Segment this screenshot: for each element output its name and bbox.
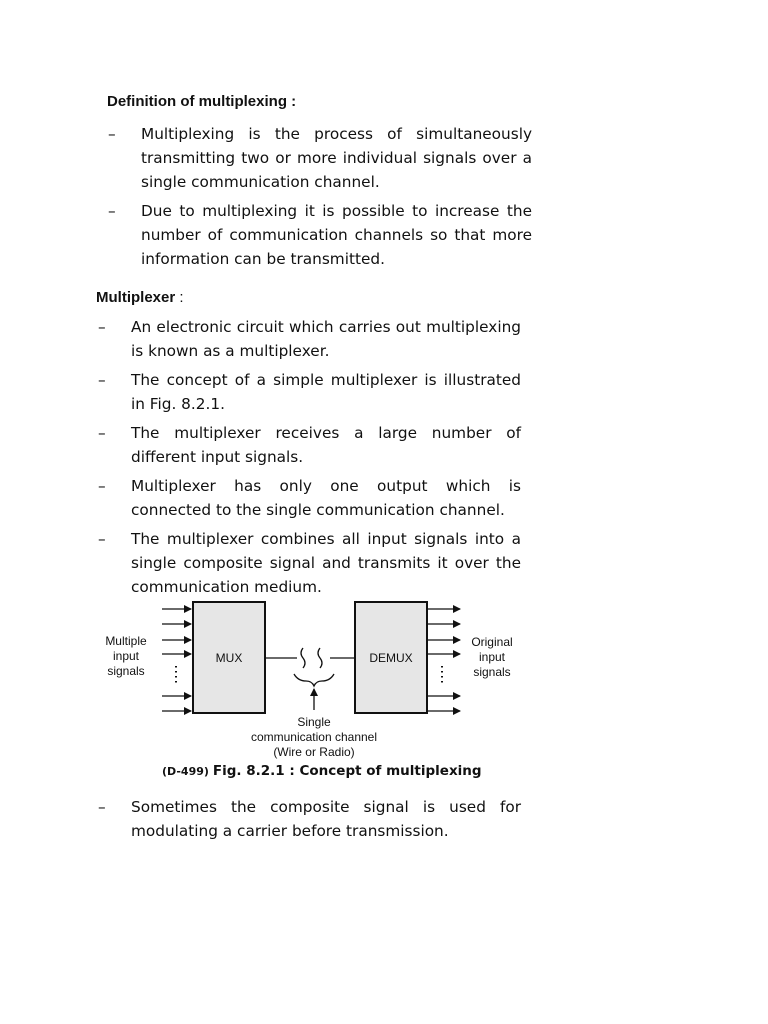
list-item-text: Multiplexer has only one output which is connected to the single communication channel. bbox=[131, 477, 521, 519]
figure-caption bbox=[162, 763, 482, 779]
channel-label-line: communication channel bbox=[250, 730, 378, 744]
multiplexing-diagram-svg bbox=[98, 600, 528, 760]
dash-bullet: – bbox=[98, 371, 106, 389]
left-label-line: Multiple bbox=[105, 634, 147, 648]
demux-label: DEMUX bbox=[369, 651, 413, 665]
list-item-text: An electronic circuit which carries out multiplexing is known as a multiplexer. bbox=[131, 318, 521, 360]
output-arrows bbox=[427, 609, 460, 711]
list-item bbox=[108, 122, 532, 194]
multiplexer-heading bbox=[96, 289, 184, 306]
mux-label: MUX bbox=[215, 651, 243, 665]
list-item bbox=[108, 199, 532, 271]
list-item bbox=[98, 527, 521, 599]
right-label-line: Original bbox=[471, 635, 513, 649]
list-item-text: The multiplexer combines all input signals into a single composite signal and transmits it over the communication medium. bbox=[131, 530, 521, 596]
definition-heading bbox=[107, 93, 296, 110]
list-item bbox=[98, 474, 521, 522]
list-item-text: The multiplexer receives a large number of different input signals. bbox=[131, 424, 521, 466]
list-item bbox=[98, 315, 521, 363]
channel-label-line: (Wire or Radio) bbox=[273, 745, 355, 759]
dash-bullet: – bbox=[98, 424, 106, 442]
closing-list bbox=[98, 795, 521, 848]
dash-bullet: – bbox=[108, 202, 116, 220]
multiplexing-diagram bbox=[98, 600, 528, 760]
dash-bullet: – bbox=[98, 318, 106, 336]
dash-bullet: – bbox=[98, 477, 106, 495]
right-label-line: signals bbox=[473, 665, 511, 679]
dash-bullet: – bbox=[98, 530, 106, 548]
figure-code: (D-499) bbox=[162, 765, 209, 778]
list-item bbox=[98, 421, 521, 469]
list-item-text: Multiplexing is the process of simultaneously transmitting two or more individual signals over a single communication channel. bbox=[141, 125, 532, 191]
list-item-text: The concept of a simple multiplexer is illustrated in Fig. 8.2.1. bbox=[131, 371, 521, 413]
right-label-line: input bbox=[478, 650, 506, 664]
dash-bullet: – bbox=[98, 798, 106, 816]
channel-label-line: Single bbox=[297, 715, 331, 729]
multiplexer-list bbox=[98, 315, 521, 604]
multiplexer-heading-suffix: : bbox=[175, 289, 184, 306]
channel-break-mark bbox=[318, 648, 322, 668]
list-item-text: Sometimes the composite signal is used for modulating a carrier before transmission. bbox=[131, 798, 521, 840]
list-item-text: Due to multiplexing it is possible to increase the number of communication channels so that more information can be transmitted. bbox=[141, 202, 532, 268]
left-label-line: input bbox=[112, 649, 140, 663]
dash-bullet: – bbox=[108, 125, 116, 143]
figure-caption-text: Fig. 8.2.1 : Concept of multiplexing bbox=[212, 763, 482, 779]
definition-heading-text: Definition of multiplexing : bbox=[107, 93, 297, 110]
channel-break-mark bbox=[301, 648, 305, 668]
list-item bbox=[98, 368, 521, 416]
list-item bbox=[98, 795, 521, 843]
multiplexer-heading-text: Multiplexer bbox=[96, 289, 176, 306]
left-label-line: signals bbox=[107, 664, 145, 678]
channel-brace bbox=[294, 674, 334, 686]
definition-list bbox=[108, 122, 532, 276]
input-arrows bbox=[162, 609, 191, 711]
